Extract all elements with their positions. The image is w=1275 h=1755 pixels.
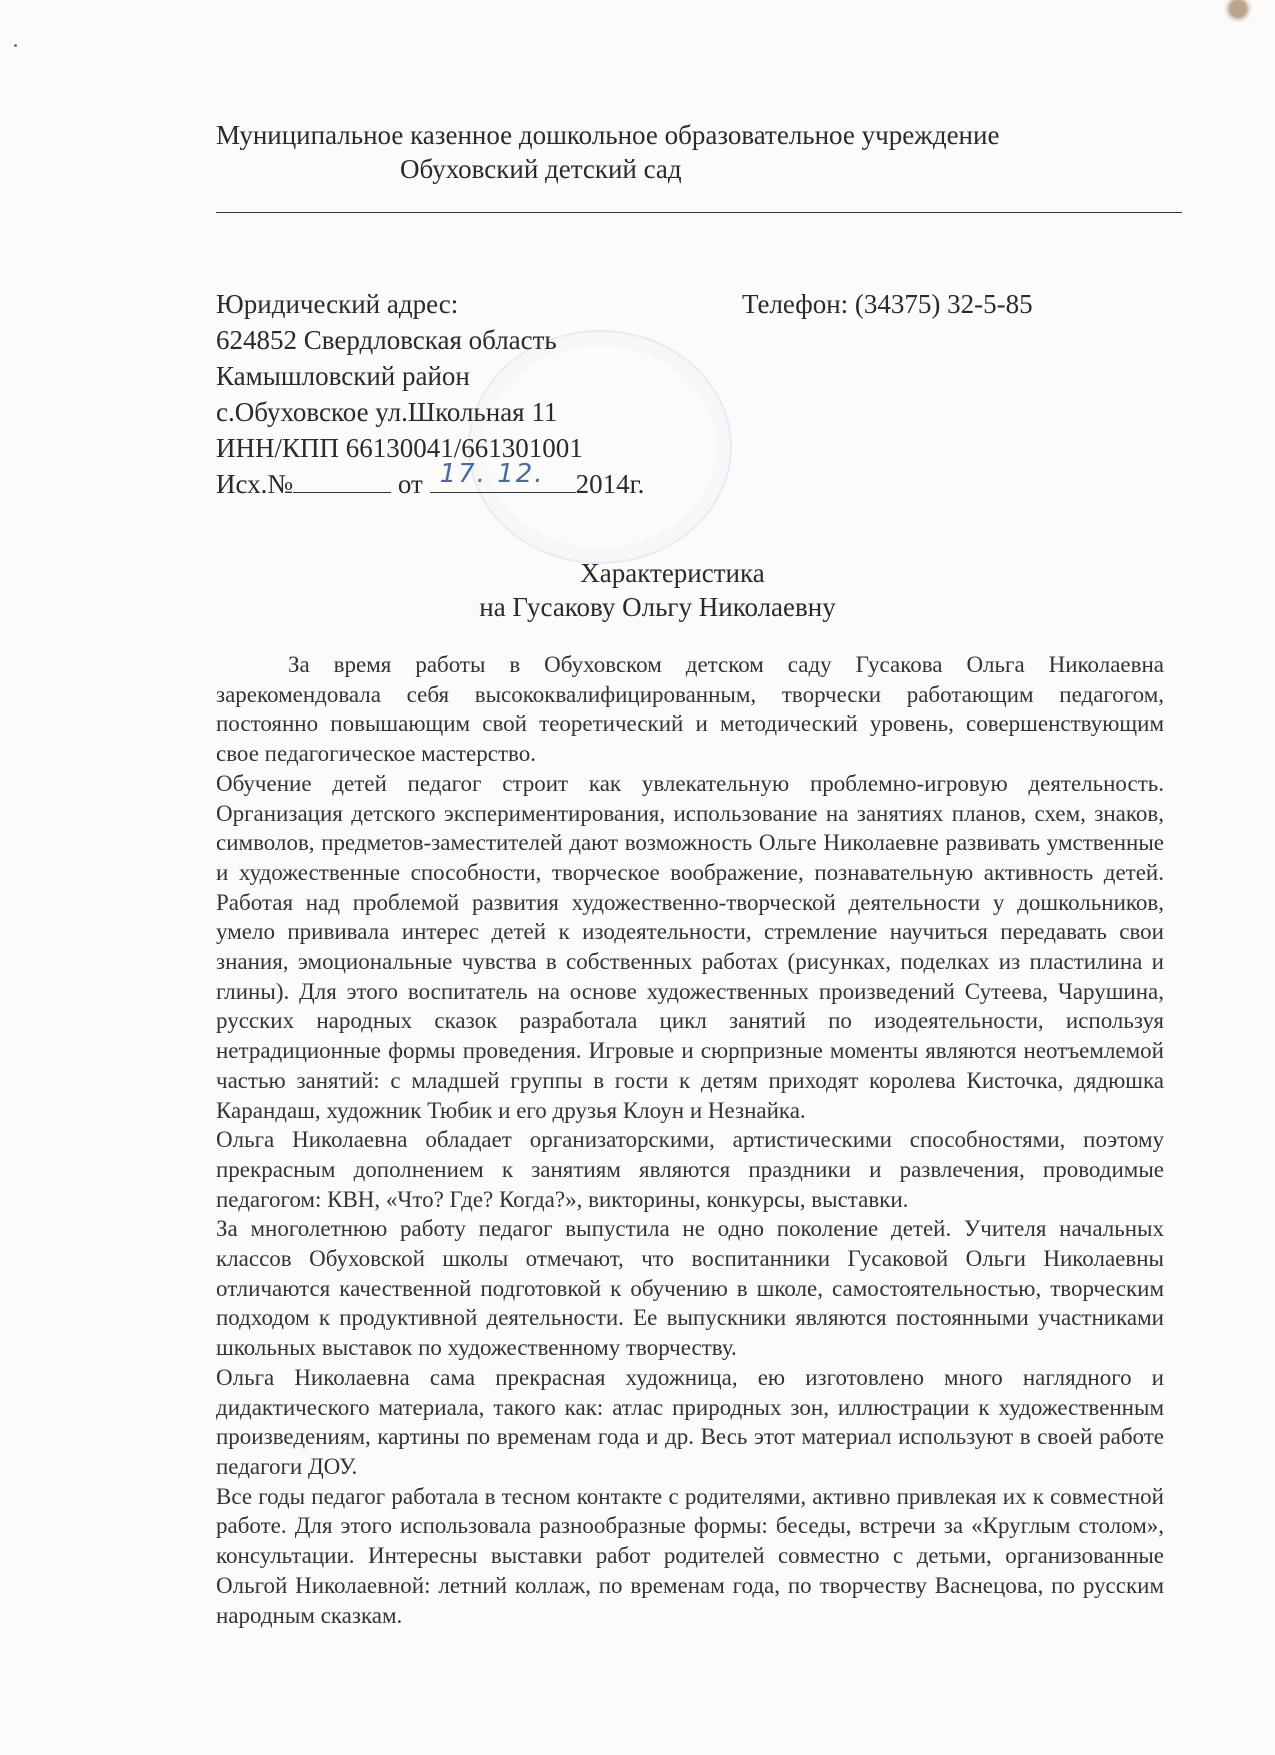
address-label: Юридический адрес: <box>216 289 459 319</box>
title-line-1: Характеристика <box>580 558 765 588</box>
letterhead <box>216 118 1096 186</box>
phone-number: Телефон: (34375) 32-5-85 <box>742 289 1033 319</box>
address-line-3: с.Обуховское ул.Школьная 11 <box>216 397 558 427</box>
document-body <box>216 650 1164 1630</box>
organization-name: Муниципальное казенное дошкольное образовательное учреждение <box>216 120 1000 150</box>
title-line-2: на Гусакову Ольгу Николаевну <box>479 592 836 622</box>
letterhead-rule <box>216 212 1182 213</box>
paragraph: Обучение детей педагог строит как увлекательную проблемно-игровую деятельность. Организация детского экспериментирования, использование на занятиях планов, схем, знаков, символов, предметов-заместителей дают возможность Ольге Николаевне развивать умственные и художественные способности, творческое воображение, познавательную активность детей. Работая над проблемой развития художественно-творческой деятельности у дошкольников, умело прививала интерес детей к изодеятельности, стремление научиться передавать свои знания, эмоциональные чувства в собственных работах (рисунках, поделках из пластилина и глины). Для этого воспитатель на основе художественных произведений Сутеева, Чарушина, русских народных сказок разработала цикл занятий по изодеятельности, используя нетрадиционные формы проведения. Игровые и сюрпризные моменты являются неотъемлемой частью занятий: с младшей группы в гости к детям приходят королева Кисточка, дядюшка Карандаш, художник Тюбик и его друзья Клоун и Незнайка. <box>216 770 1164 1123</box>
scan-corner-mark <box>1223 0 1253 22</box>
document-title <box>0 556 1275 624</box>
scan-speck <box>14 44 17 47</box>
handwritten-date: 17. 12. <box>439 459 545 489</box>
reference-year: 2014г. <box>575 469 645 499</box>
address-line-1: 624852 Свердловская область <box>216 325 557 355</box>
tax-id-line: ИНН/КПП 66130041/661301001 <box>216 433 583 463</box>
reference-number-blank <box>293 466 391 493</box>
paragraph: Все годы педагог работала в тесном контакте с родителями, активно привлекая их к совместной работе. Для этого использовала разнообразные формы: беседы, встречи за «Круглым столом», консультации. Интересны выставки работ родителей совместно с детьми, организованные Ольгой Николаевной: летний коллаж, по временам года, по творчеству Васнецова, по русским народным сказкам. <box>216 1483 1164 1628</box>
paragraph: За время работы в Обуховском детском саду Гусакова Ольга Николаевна зарекомендовала себя высококвалифицированным, творчески работающим педагогом, постоянно повышающим свой теоретический и методический уровень, совершенствующим свое педагогическое мастерство. <box>216 652 1164 767</box>
reference-line <box>216 459 645 502</box>
address-line-2: Камышловский район <box>216 361 470 391</box>
reference-date-blank <box>430 459 576 493</box>
paragraph: За многолетнюю работу педагог выпустила не одно поколение детей. Учителя начальных классов Обуховской школы отмечают, что воспитанники Гусаковой Ольги Николаевны отличаются качественной подготовкой к обучению в школе, самостоятельностью, творческим подходом к продуктивной деятельности. Ее выпускники являются постоянными участниками школьных выставок по художественному творчеству. <box>216 1216 1164 1361</box>
address-block <box>216 286 644 502</box>
reference-prefix: Исх.№ <box>216 469 294 499</box>
reference-from: от <box>391 469 430 499</box>
paragraph: Ольга Николаевна сама прекрасная художница, ею изготовлено много наглядного и дидактического материала, такого как: атлас природных зон, иллюстрации к художественным произведениям, картины по временам года и др. Весь этот материал используют в своей работе педагоги ДОУ. <box>216 1364 1164 1479</box>
organization-subname: Обуховский детский сад <box>400 154 682 184</box>
paragraph: Ольга Николаевна обладает организаторскими, артистическими способностями, поэтому прекрасным дополнением к занятиям являются праздники и развлечения, проводимые педагогом: КВН, «Что? Где? Когда?», викторины, конкурсы, выставки. <box>216 1127 1164 1212</box>
